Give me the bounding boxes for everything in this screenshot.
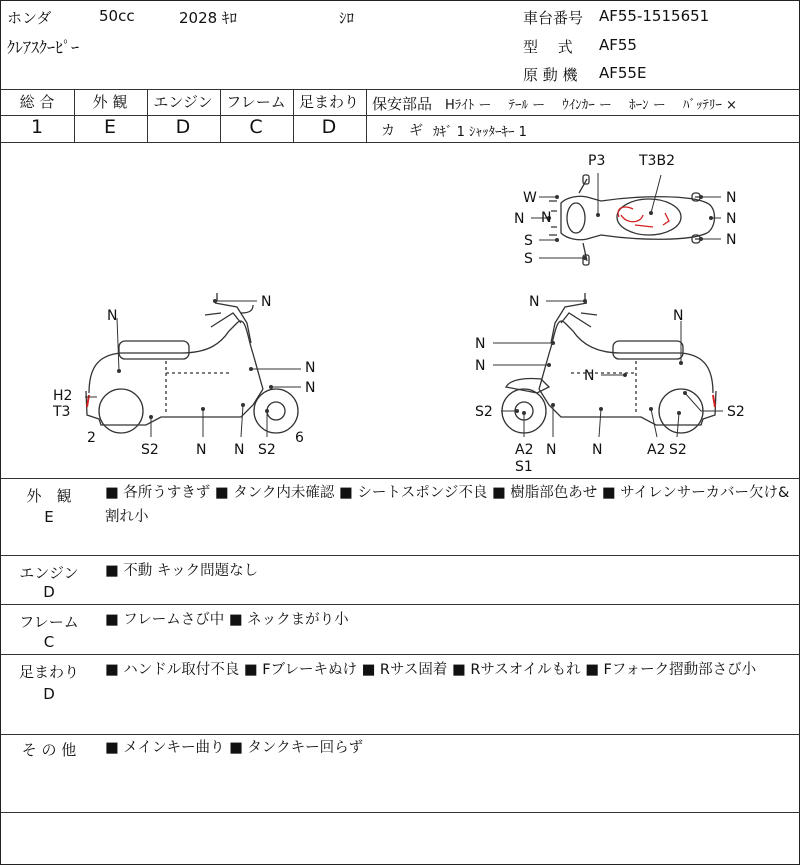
grade-exterior-value: E <box>103 116 116 138</box>
suspension-section-text: ■ ハンドル取付不良 ■ Fブレーキぬけ ■ Rサス固着 ■ Rサスオイルもれ ■ Fフォーク摺動部さび小 <box>105 662 757 678</box>
label-s2: S2 <box>258 442 276 458</box>
label-n: N <box>541 210 552 226</box>
label-p3: P3 <box>588 153 606 169</box>
label-h2: H2 <box>53 388 73 404</box>
mileage: 2028 ｷﾛ <box>179 9 237 27</box>
divider <box>1 654 800 655</box>
frame-section-label: フレーム <box>19 613 79 631</box>
label-n: N <box>305 360 316 376</box>
engine-section-label: エンジン <box>19 564 79 582</box>
displacement: 50cc <box>99 7 135 25</box>
type-value: AF55 <box>599 36 637 54</box>
label-s1: S1 <box>515 459 533 475</box>
suspension-section-grade: D <box>43 685 55 703</box>
label-n: N <box>546 442 557 458</box>
label-n: N <box>592 442 603 458</box>
label-n: N <box>726 190 737 206</box>
grade-engine-value: D <box>175 116 191 138</box>
divider <box>1 604 800 605</box>
label-a2: A2 <box>515 442 534 458</box>
label-s2: S2 <box>475 404 493 420</box>
type-label: 型 式 <box>523 38 573 56</box>
frame-no: AF55-1515651 <box>599 7 710 25</box>
exterior-section-label: 外 観 <box>26 487 72 505</box>
label-t3b2: T3B2 <box>639 153 675 169</box>
label-2: 2 <box>87 430 96 446</box>
label-n: N <box>475 358 486 374</box>
engine-label: 原 動 機 <box>523 66 578 84</box>
label-n: N <box>305 380 316 396</box>
label-n: N <box>514 211 525 227</box>
label-n: N <box>673 308 684 324</box>
other-section-text: ■ メインキー曲り ■ タンクキー回らず <box>105 740 364 756</box>
divider <box>1 89 800 90</box>
divider <box>366 115 800 116</box>
label-n: N <box>261 294 272 310</box>
grade-exterior-label: 外 観 <box>92 93 128 111</box>
label-n: N <box>107 308 118 324</box>
label-s2: S2 <box>727 404 745 420</box>
label-w: W <box>523 190 537 206</box>
label-n: N <box>234 442 245 458</box>
suspension-section-label: 足まわり <box>18 663 79 681</box>
label-n: N <box>529 294 540 310</box>
label-s: S <box>524 251 533 267</box>
frame-section-grade: C <box>43 633 55 651</box>
frame-section-text: ■ フレームさび中 ■ ネックまがり小 <box>105 612 349 628</box>
label-n: N <box>584 368 595 384</box>
divider <box>1 734 800 735</box>
grade-engine-label: エンジン <box>153 93 213 111</box>
grade-suspension-label: 足まわり <box>298 93 359 111</box>
label-s2: S2 <box>669 442 687 458</box>
grade-suspension-value: D <box>321 116 337 138</box>
top-view-scooter <box>549 175 715 265</box>
safety-parts-items: Hﾗｲﾄ ー ﾃｰﾙ ー ｳｲﾝｶｰ ー ﾎｰﾝ ー ﾊﾞｯﾃﾘｰ × <box>445 98 737 113</box>
label-n: N <box>726 211 737 227</box>
label-n: N <box>196 442 207 458</box>
label-n: N <box>475 336 486 352</box>
label-n: N <box>726 232 737 248</box>
frame-no-label: 車台番号 <box>523 9 584 27</box>
exterior-section-text: ■ 各所うすきず ■ タンク内未確認 ■ シートスポンジ不良 ■ 樹脂部色あせ ■ サイレンサーカバー欠け&割れ小 <box>105 485 790 525</box>
scooter-diagram <box>1 143 800 478</box>
key-label: カ ギ <box>381 123 423 139</box>
label-6: 6 <box>295 430 304 446</box>
divider <box>366 89 367 142</box>
engine-value: AF55E <box>599 64 647 82</box>
other-section-label: そ の 他 <box>21 741 77 759</box>
maker: ホンダ <box>7 9 52 27</box>
right-view-scooter <box>502 293 716 433</box>
key-items: ｶｷﾞ 1 ｼｬｯﾀｰｷｰ 1 <box>433 125 527 140</box>
engine-section-text: ■ 不動 キック問題なし <box>105 563 259 579</box>
divider <box>1 812 800 813</box>
grade-frame-label: フレーム <box>226 93 286 111</box>
label-s: S <box>524 233 533 249</box>
label-a2: A2 <box>647 442 666 458</box>
grade-overall-value: 1 <box>30 116 44 138</box>
exterior-section-grade: E <box>44 508 54 526</box>
color: ｼﾛ <box>339 9 355 27</box>
model-name: ｸﾚｱｽｸｰﾋﾟｰ <box>7 38 80 57</box>
divider <box>1 478 800 479</box>
divider <box>1 555 800 556</box>
safety-parts-label: 保安部品 <box>372 95 433 113</box>
label-t3: T3 <box>53 404 71 420</box>
grade-overall-label: 総 合 <box>19 93 55 111</box>
grade-frame-value: C <box>249 116 263 138</box>
engine-section-grade: D <box>43 583 55 601</box>
label-s2: S2 <box>141 442 159 458</box>
